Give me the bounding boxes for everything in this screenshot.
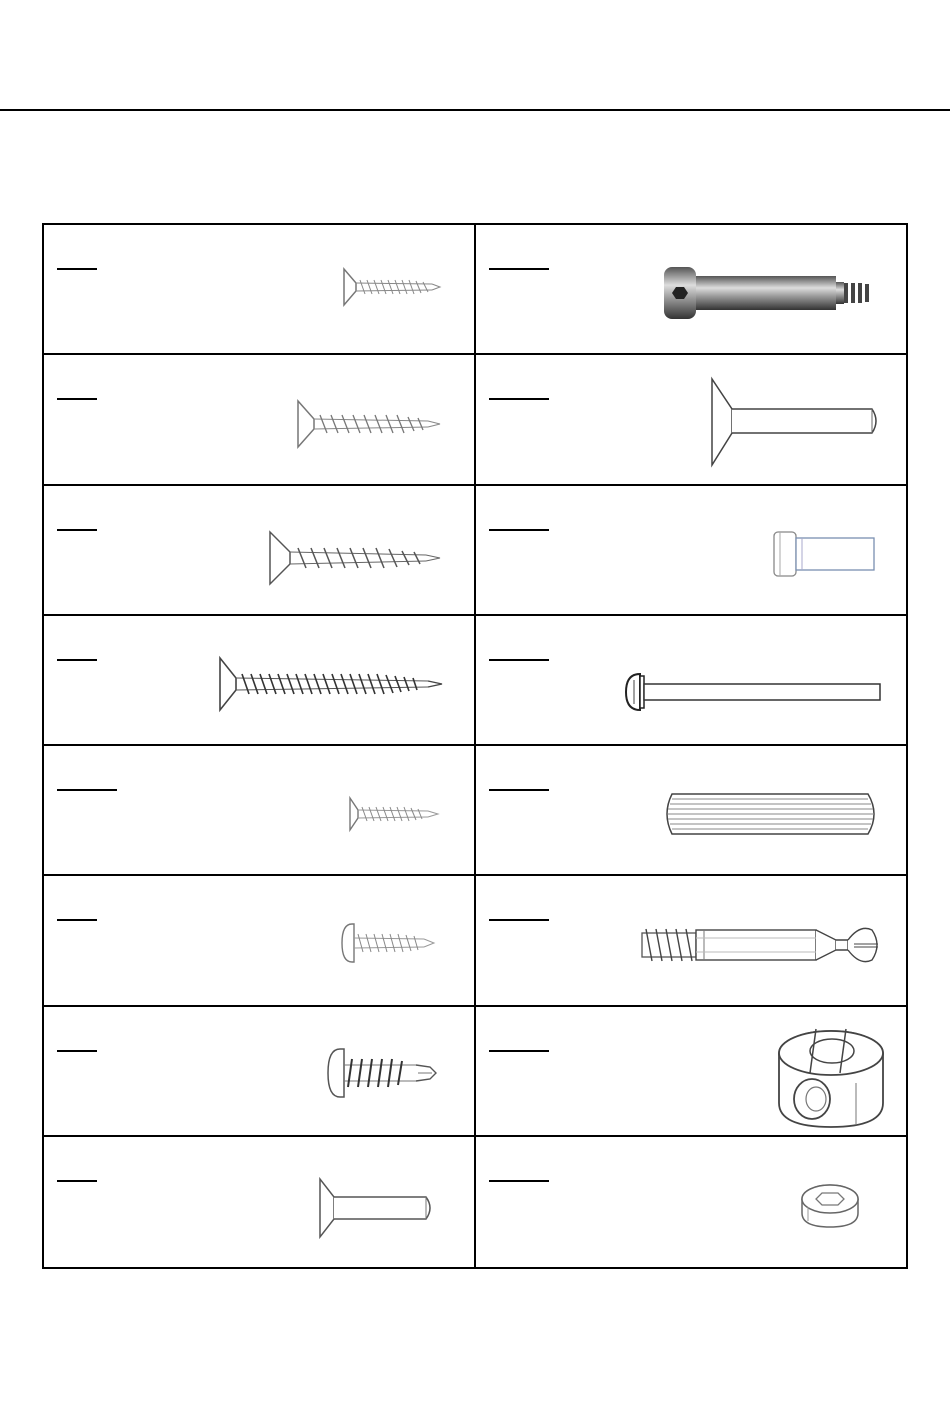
- hardware-cell-16: [476, 1137, 908, 1267]
- large-wood-screw-icon: [268, 530, 442, 586]
- quantity-blank: [489, 1180, 549, 1182]
- quantity-blank: [489, 1050, 549, 1052]
- quantity-blank: [57, 1180, 97, 1182]
- hardware-cell-11: [44, 876, 476, 1006]
- hardware-cell-9: [44, 746, 476, 876]
- short-cap-bolt-icon: [772, 530, 878, 580]
- quantity-blank: [489, 529, 549, 531]
- shoulder-bolt-icon: [662, 263, 882, 323]
- hardware-cell-7: [44, 616, 476, 746]
- hardware-cell-14: [476, 1007, 908, 1137]
- quantity-blank: [57, 529, 97, 531]
- self-drilling-screw-icon: [326, 1045, 438, 1101]
- hex-socket-insert-icon: [800, 1181, 860, 1231]
- hardware-cell-15: [44, 1137, 476, 1267]
- hardware-cell-3: [44, 355, 476, 485]
- quantity-blank: [489, 268, 549, 270]
- hardware-cell-2: [476, 225, 908, 355]
- quantity-blank: [57, 919, 97, 921]
- hardware-table: [42, 223, 908, 1269]
- quantity-blank: [57, 398, 97, 400]
- quantity-blank: [57, 1050, 97, 1052]
- long-connector-bolt-icon: [624, 670, 884, 720]
- hardware-cell-4: [476, 355, 908, 485]
- medium-wood-screw-icon: [296, 399, 442, 449]
- quantity-blank: [57, 659, 97, 661]
- cam-bolt-icon: [638, 920, 884, 970]
- hardware-cell-6: [476, 486, 908, 616]
- quantity-blank: [57, 789, 117, 791]
- quantity-blank: [489, 789, 549, 791]
- wooden-dowel-icon: [660, 792, 882, 836]
- quantity-blank: [489, 398, 549, 400]
- quantity-blank: [489, 919, 549, 921]
- cam-lock-nut-icon: [776, 1027, 886, 1131]
- hardware-cell-5: [44, 486, 476, 616]
- hardware-cell-1: [44, 225, 476, 355]
- countersunk-bolt-icon: [318, 1177, 436, 1239]
- small-wood-screw-icon: [342, 267, 442, 307]
- hardware-cell-8: [476, 616, 908, 746]
- pan-head-screw-icon: [340, 922, 436, 964]
- header-rule: [0, 109, 950, 111]
- short-wood-screw-icon: [348, 796, 440, 832]
- hardware-cell-10: [476, 746, 908, 876]
- quantity-blank: [489, 659, 549, 661]
- hardware-cell-13: [44, 1007, 476, 1137]
- hardware-cell-12: [476, 876, 908, 1006]
- countersunk-pin-icon: [710, 377, 882, 467]
- quantity-blank: [57, 268, 97, 270]
- long-wood-screw-icon: [218, 656, 444, 712]
